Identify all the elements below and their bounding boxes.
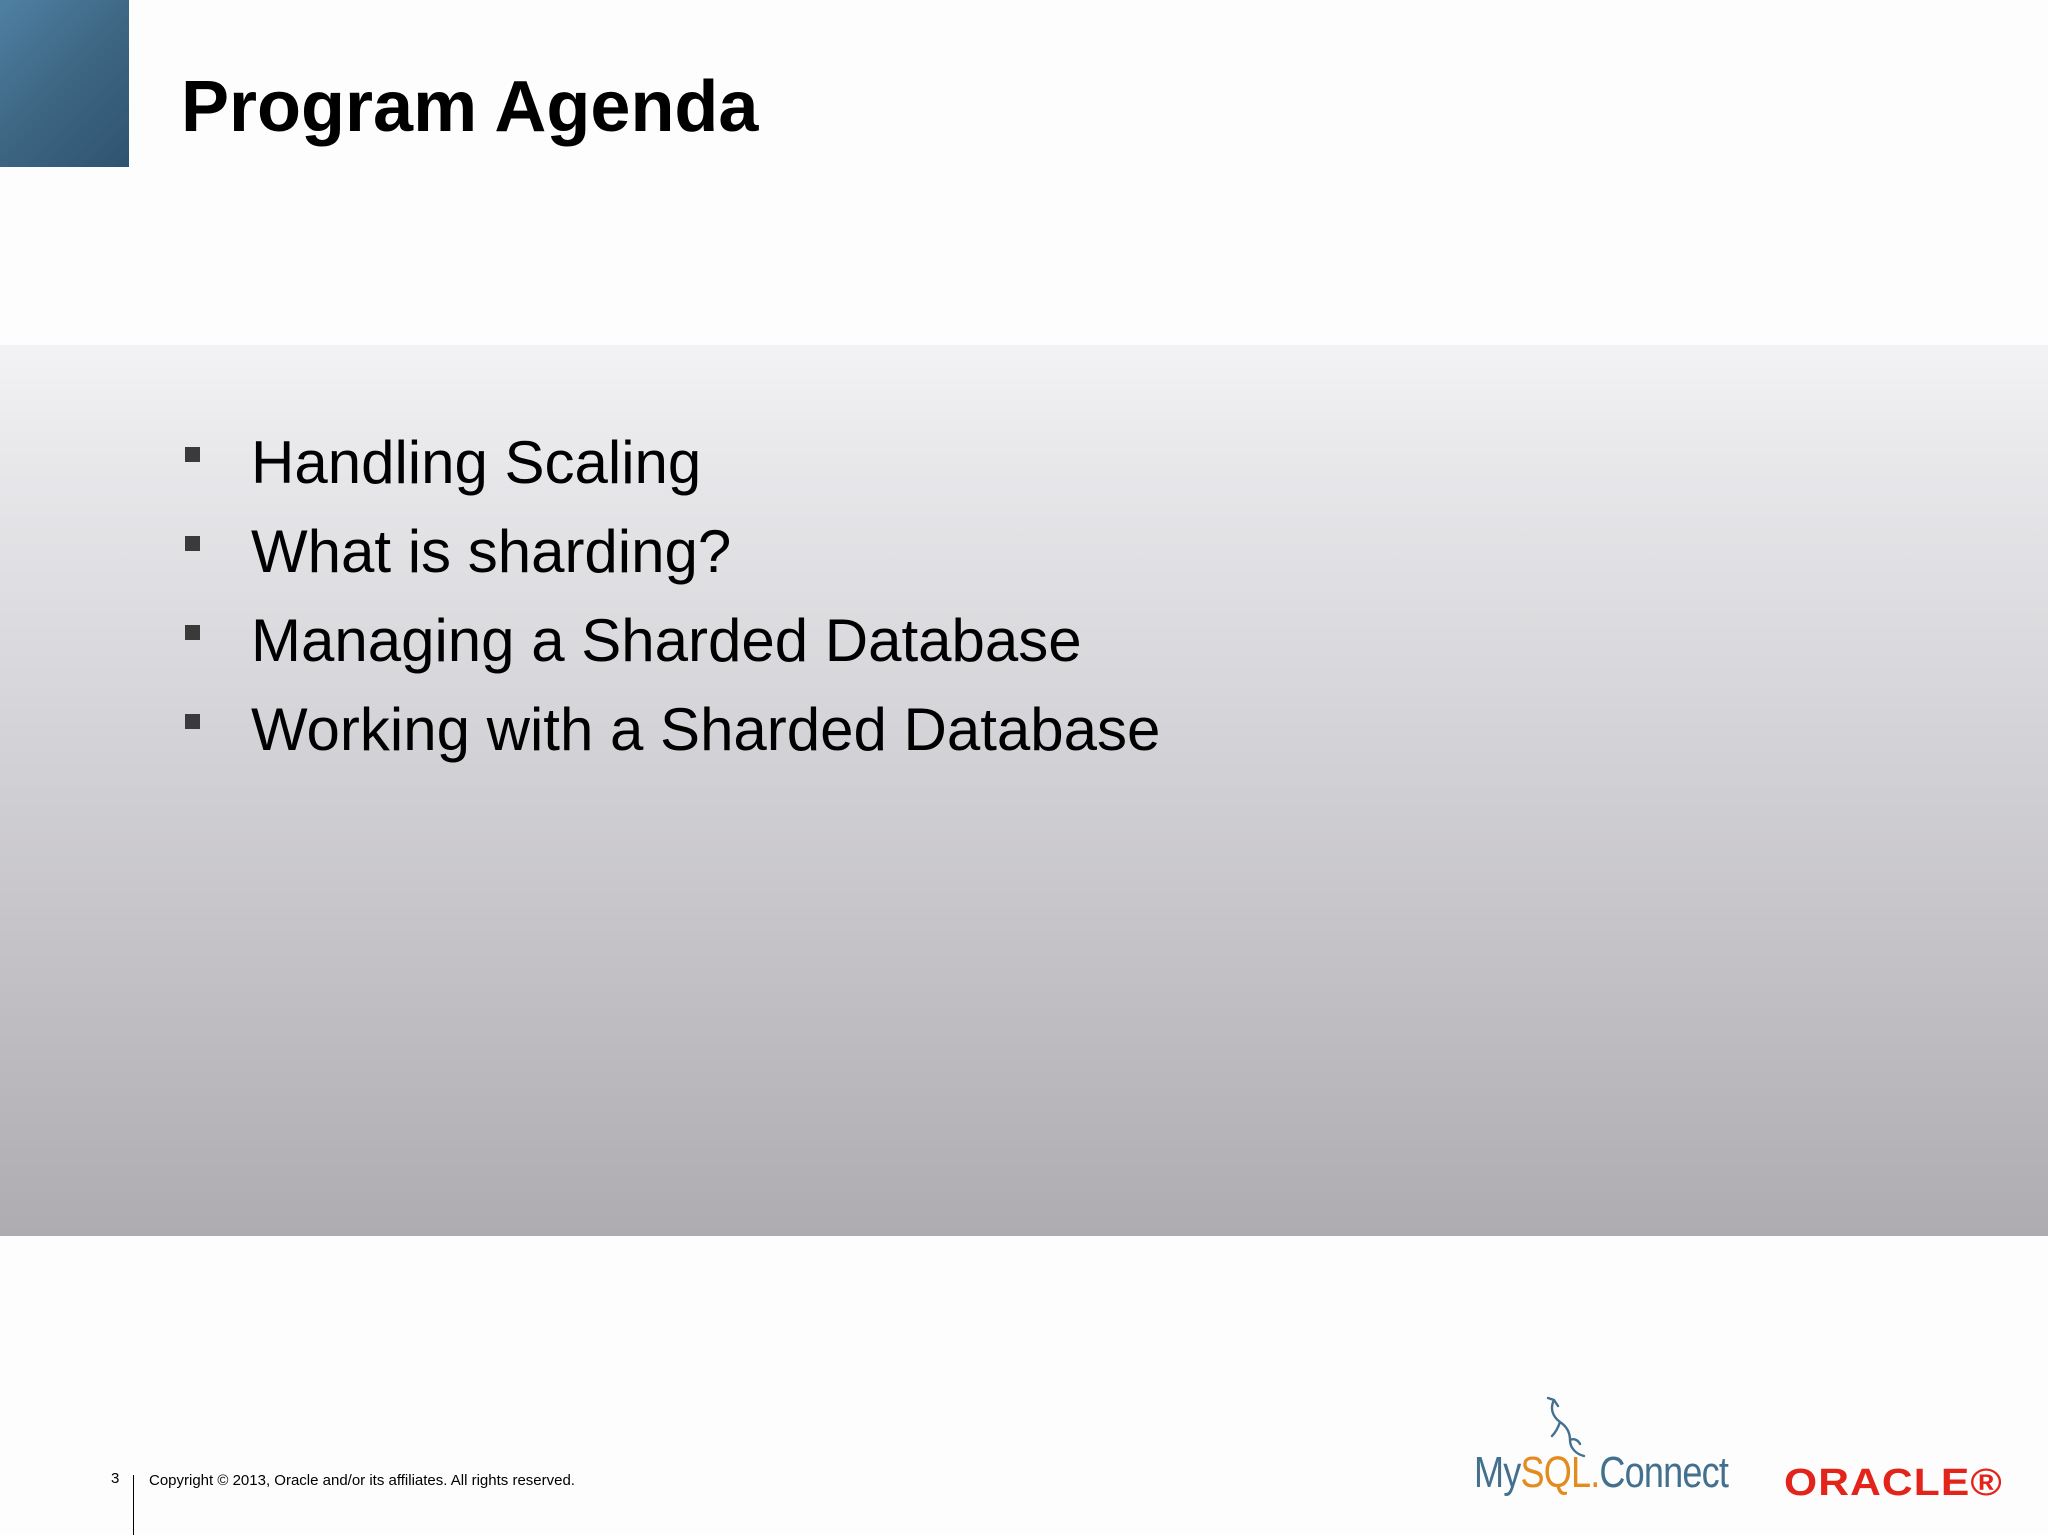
logo-text-dot: . <box>1590 1448 1600 1497</box>
mysql-connect-logo <box>1474 1396 1734 1506</box>
copyright-notice: Copyright © 2013, Oracle and/or its affiliates. All rights reserved. <box>149 1472 575 1489</box>
logo-text-connect: Connect <box>1599 1448 1729 1497</box>
mysql-connect-wordmark <box>1474 1448 1728 1498</box>
agenda-list <box>183 418 1160 774</box>
oracle-logo: ORACLE® <box>1784 1462 2003 1504</box>
square-bullet-icon <box>185 447 200 462</box>
agenda-item <box>183 507 1160 596</box>
footer-divider <box>133 1475 134 1535</box>
agenda-item-text: Working with a Sharded Database <box>251 695 1161 763</box>
agenda-item-text: What is sharding? <box>251 517 732 585</box>
slide-footer <box>0 1440 2048 1535</box>
square-bullet-icon <box>185 714 200 729</box>
agenda-item <box>183 596 1160 685</box>
slide-title: Program Agenda <box>181 67 759 147</box>
agenda-item <box>183 418 1160 507</box>
square-bullet-icon <box>185 536 200 551</box>
page-number: 3 <box>111 1470 120 1487</box>
logo-text-sql: SQL <box>1520 1448 1591 1497</box>
logo-text-my: My <box>1474 1448 1521 1497</box>
corner-accent-block <box>0 0 129 167</box>
square-bullet-icon <box>185 625 200 640</box>
agenda-item-text: Managing a Sharded Database <box>251 606 1082 674</box>
agenda-item <box>183 685 1160 774</box>
agenda-item-text: Handling Scaling <box>251 428 702 496</box>
